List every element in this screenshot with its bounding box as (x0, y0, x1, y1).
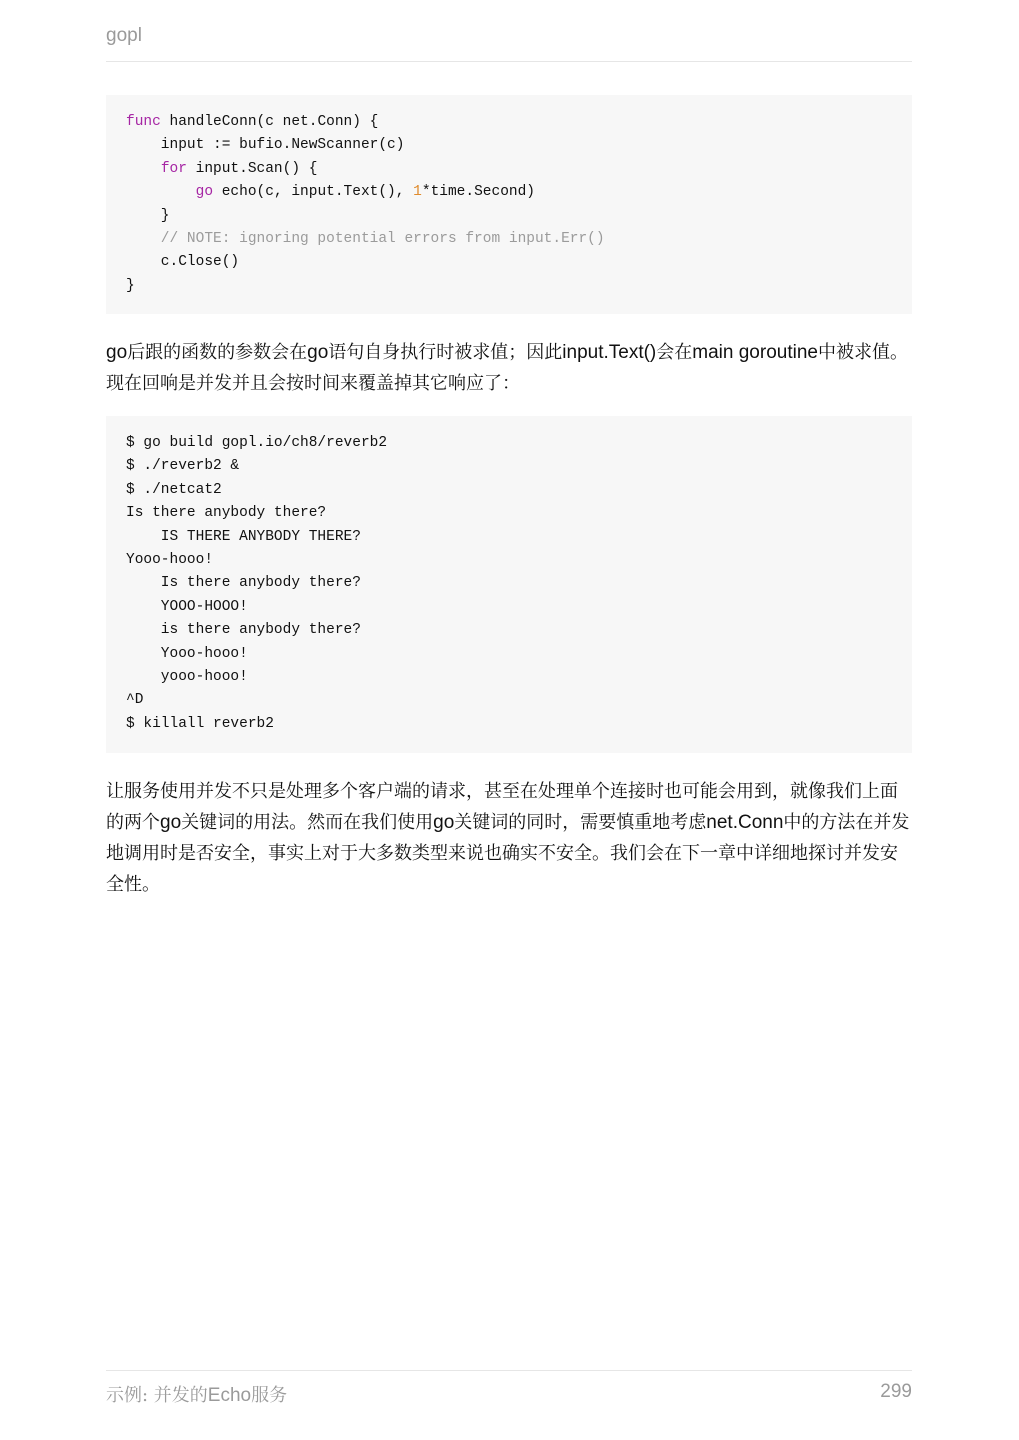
code-text: Yooo-hooo! (126, 551, 214, 568)
code-line (126, 689, 892, 712)
code-line (126, 111, 892, 134)
code-line (126, 432, 892, 455)
paragraph-go-evaluation (106, 337, 912, 399)
code-text: Is there anybody there? (126, 505, 327, 522)
code-line (126, 205, 892, 228)
code-block-handleconn (106, 95, 912, 314)
paragraph-text: 关键词的用法。然而在我们使用 (181, 812, 434, 833)
code-line (126, 228, 892, 251)
code-text: } (126, 277, 135, 294)
paragraph-text: 语句自身执行时被求值；因此 (328, 342, 563, 363)
inline-code-term: net.Conn (706, 812, 784, 833)
code-text: Yooo-hooo! (126, 645, 248, 662)
code-text: IS THERE ANYBODY THERE? (126, 528, 361, 545)
inline-code-term: go (106, 342, 128, 363)
code-line (126, 181, 892, 204)
code-text: ^D (126, 692, 144, 709)
code-line (126, 666, 892, 689)
paragraph-text: 中的方法在并发地调用时是否安全，事实上对于大多数类型来说也确实不安全。我们会在下一章中详细地探讨并发安全性。 (106, 812, 910, 895)
code-line (126, 596, 892, 619)
code-line (126, 549, 892, 572)
code-line (126, 479, 892, 502)
code-line (126, 713, 892, 736)
code-keyword: func (126, 114, 161, 130)
code-text: handleConn(c net.Conn) { (160, 114, 379, 130)
code-text: is there anybody there? (126, 622, 361, 639)
code-line (126, 526, 892, 549)
paragraph-text: 后跟的函数的参数会在 (127, 342, 308, 363)
paragraph-text: 关键词的同时，需要慎重地考虑 (454, 812, 707, 833)
code-line (126, 158, 892, 181)
book-title: gopl (106, 25, 142, 46)
code-text (126, 184, 196, 200)
code-text: $ ./reverb2 & (126, 458, 240, 475)
code-text: yooo-hooo! (126, 668, 248, 685)
paragraph-concurrency-safety (106, 776, 912, 900)
code-line (126, 572, 892, 595)
code-text: input := bufio.NewScanner(c) (126, 137, 405, 154)
code-text: input.Scan() { (186, 160, 318, 177)
code-text: *time.Second) (421, 184, 535, 201)
chapter-title (106, 1381, 287, 1407)
code-text: YOOO-HOOO! (126, 598, 248, 615)
page-footer (106, 1370, 912, 1421)
paragraph-text: 让服务使用并发不只是处理多个客户端的请求，甚至在处理单个连接时也可能会用到，就像我们上面的两个 (106, 781, 898, 833)
code-text: $ ./netcat2 (126, 481, 222, 498)
code-line (126, 643, 892, 666)
code-text: Is there anybody there? (126, 575, 361, 592)
inline-code-term: main goroutine (692, 342, 818, 363)
code-keyword: for (160, 160, 187, 177)
paragraph-text: 中被求值。 现在回响是并发并且会按时间来覆盖掉其它响应了： (106, 342, 908, 394)
code-text: $ killall reverb2 (126, 715, 274, 732)
page-number: 299 (880, 1381, 912, 1402)
chapter-title-latin: Echo (207, 1385, 252, 1406)
code-line (126, 275, 892, 298)
code-line (126, 619, 892, 642)
code-text: echo(c, input.Text(), (213, 184, 414, 201)
code-block-reverb2-session (106, 416, 912, 753)
code-number: 1 (413, 184, 422, 201)
code-line (126, 134, 892, 157)
inline-code-term: go (433, 812, 455, 833)
chapter-title-suffix: 服务 (251, 1385, 288, 1406)
code-text (126, 161, 161, 177)
code-line (126, 502, 892, 525)
inline-code-term: input.Text() (562, 342, 657, 363)
chapter-title-prefix: 示例: 并发的 (106, 1385, 208, 1406)
inline-code-term: go (307, 342, 329, 363)
code-line (126, 455, 892, 478)
code-text: $ go build gopl.io/ch8/reverb2 (126, 435, 388, 451)
paragraph-text: 会在 (656, 342, 693, 363)
inline-code-term: go (160, 812, 182, 833)
code-text: c.Close() (126, 254, 240, 271)
code-line (126, 251, 892, 274)
page-header (106, 22, 912, 62)
code-keyword: go (195, 184, 214, 201)
code-text: } (126, 207, 170, 224)
code-comment: // NOTE: ignoring potential errors from input.Err() (126, 230, 605, 247)
